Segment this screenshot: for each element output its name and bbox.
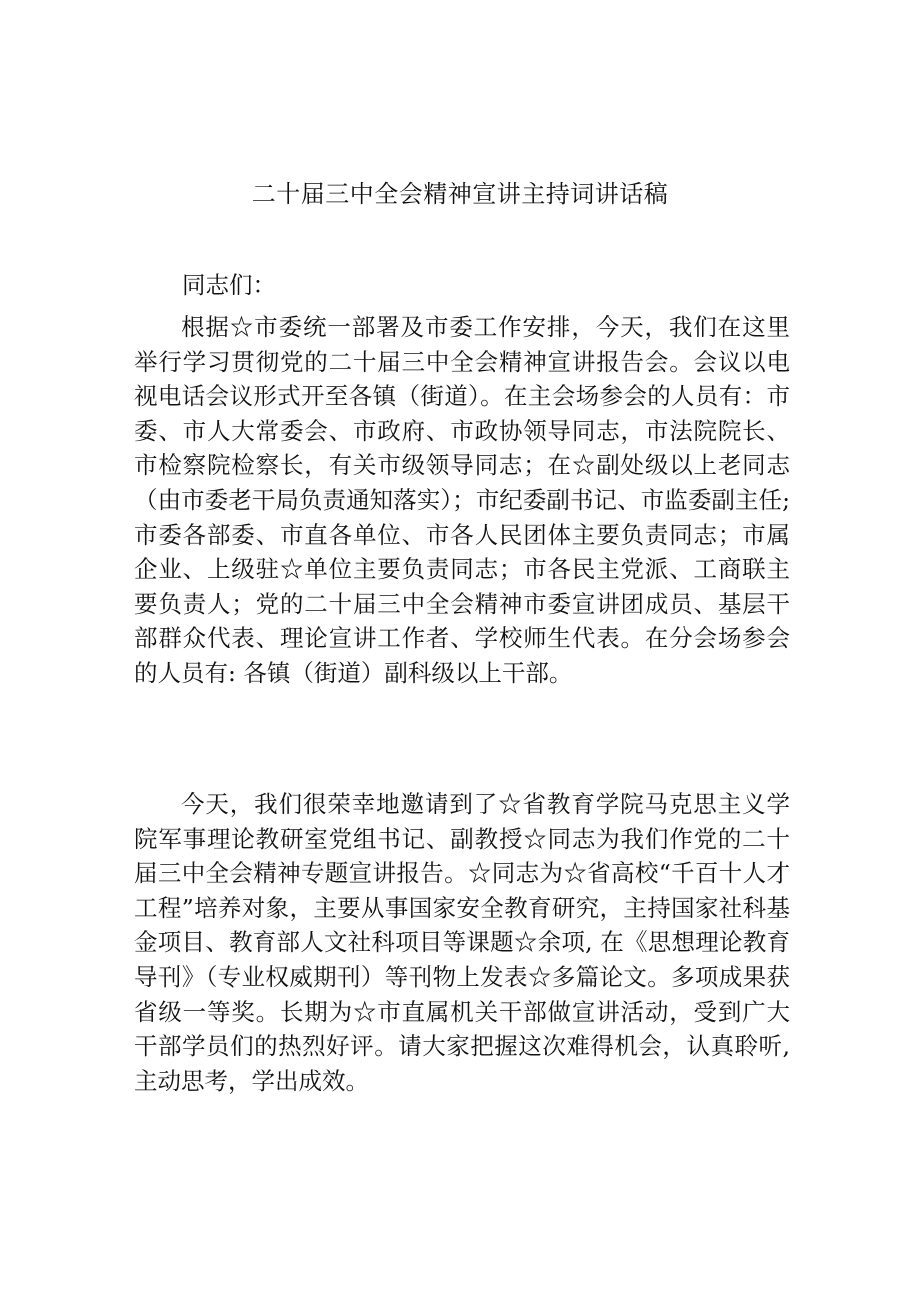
salutation: 同志们： [182,271,276,299]
document-title: 二十届三中全会精神宣讲主持词讲话稿 [251,180,669,208]
paragraph-speaker-introduction: 今天，我们很荣幸地邀请到了☆省教育学院马克思主义学院军事理论教研室党组书记、副教授☆同志为我们作党的二十届三中全会精神专题宣讲报告。☆同志为☆省高校“千百十人才工程”培养对象，主要从事国家安全教育研究，主持国家社科基金项目、教育部人文社科项目等课题☆余项, 在《思想理论教育导刊》（专业权威期刊）等刊物上发表☆多篇论文。多项成果获省级一等奖。长期为☆市直属机关干部做宣讲活动，受到广大干部学员们的热烈好评。请大家把握这次难得机会，认真聆听, 主动思考，学出成效。 [134,790,790,1095]
paragraph-attendance: 根据☆市委统一部署及市委工作安排，今天，我们在这里举行学习贯彻党的二十届三中全会精神宣讲报告会。会议以电视电话会议形式开至各镇（街道）。在主会场参会的人员有：市委、市人大常委会、市政府、市政协领导同志，市法院院长、市检察院检察长，有关市级领导同志；在☆副处级以上老同志（由市委老干局负责通知落实）；市纪委副书记、市监委副主任;市委各部委、市直各单位、市各人民团体主要负责同志；市属企业、上级驻☆单位主要负责同志；市各民主党派、工商联主要负责人；党的二十届三中全会精神市委宣讲团成员、基层干部群众代表、理论宣讲工作者、学校师生代表。在分会场参会的人员有: 各镇（街道）副科级以上干部。 [134,313,790,687]
